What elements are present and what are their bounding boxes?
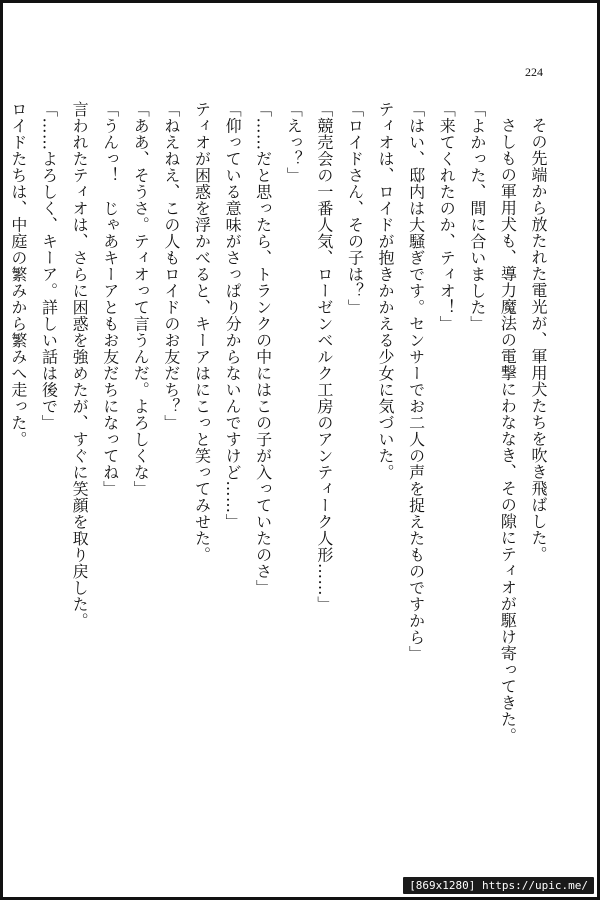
text-line: 「はい、邸内は大騒ぎです。センサーでお二人の声を捉えたものですから」 [406,101,426,662]
watermark-label: [869x1280] https://upic.me/ [403,877,594,894]
text-line: 「……よろしく、キーア。詳しい話は後で」 [39,101,59,431]
text-line: 「仰っている意味がさっぱり分からないんですけど……」 [223,101,243,530]
text-line: ティオは、ロイドが抱きかかえる少女に気づいた。 [376,101,396,481]
text-line: 「来てくれたのか、ティオ！」 [437,101,457,332]
text-line: 「……だと思ったら、トランクの中にはこの子が入っていたのさ」 [253,101,273,596]
vertical-text-column-container [8,101,553,826]
text-line: ロイドたちは、中庭の繁みから繁みへ走った。 [8,101,28,448]
text-line: 「よかった、間に合いました」 [467,101,487,332]
text-line: さしもの軍用犬も、導力魔法の電撃にわななき、その隙にティオが駆け寄ってきた。 [498,117,518,744]
body-text-block [8,101,553,826]
text-line: その先端から放たれた電光が、軍用犬たちを吹き飛ばした。 [529,117,548,563]
page-number: 224 [525,65,543,79]
text-line: 「ロイドさん、その子は？」 [345,101,365,316]
text-line: 「うんっ！ じゃあキーアともお友だちになってね」 [100,101,120,497]
text-line: 「競売会の一番人気、ローゼンベルク工房のアンティーク人形……」 [314,101,334,613]
text-line: 「ああ、そうさ。ティオって言うんだ。よろしくな」 [131,101,151,497]
text-line: 「えっ？」 [284,101,304,184]
text-line: 「ねえねえ、この人もロイドのお友だち？」 [161,101,181,431]
text-line: ティオが困惑を浮かべると、キーアはにこっと笑ってみせた。 [192,101,212,563]
text-line: 言われたティオは、さらに困惑を強めたが、すぐに笑顔を取り戻した。 [70,101,90,629]
